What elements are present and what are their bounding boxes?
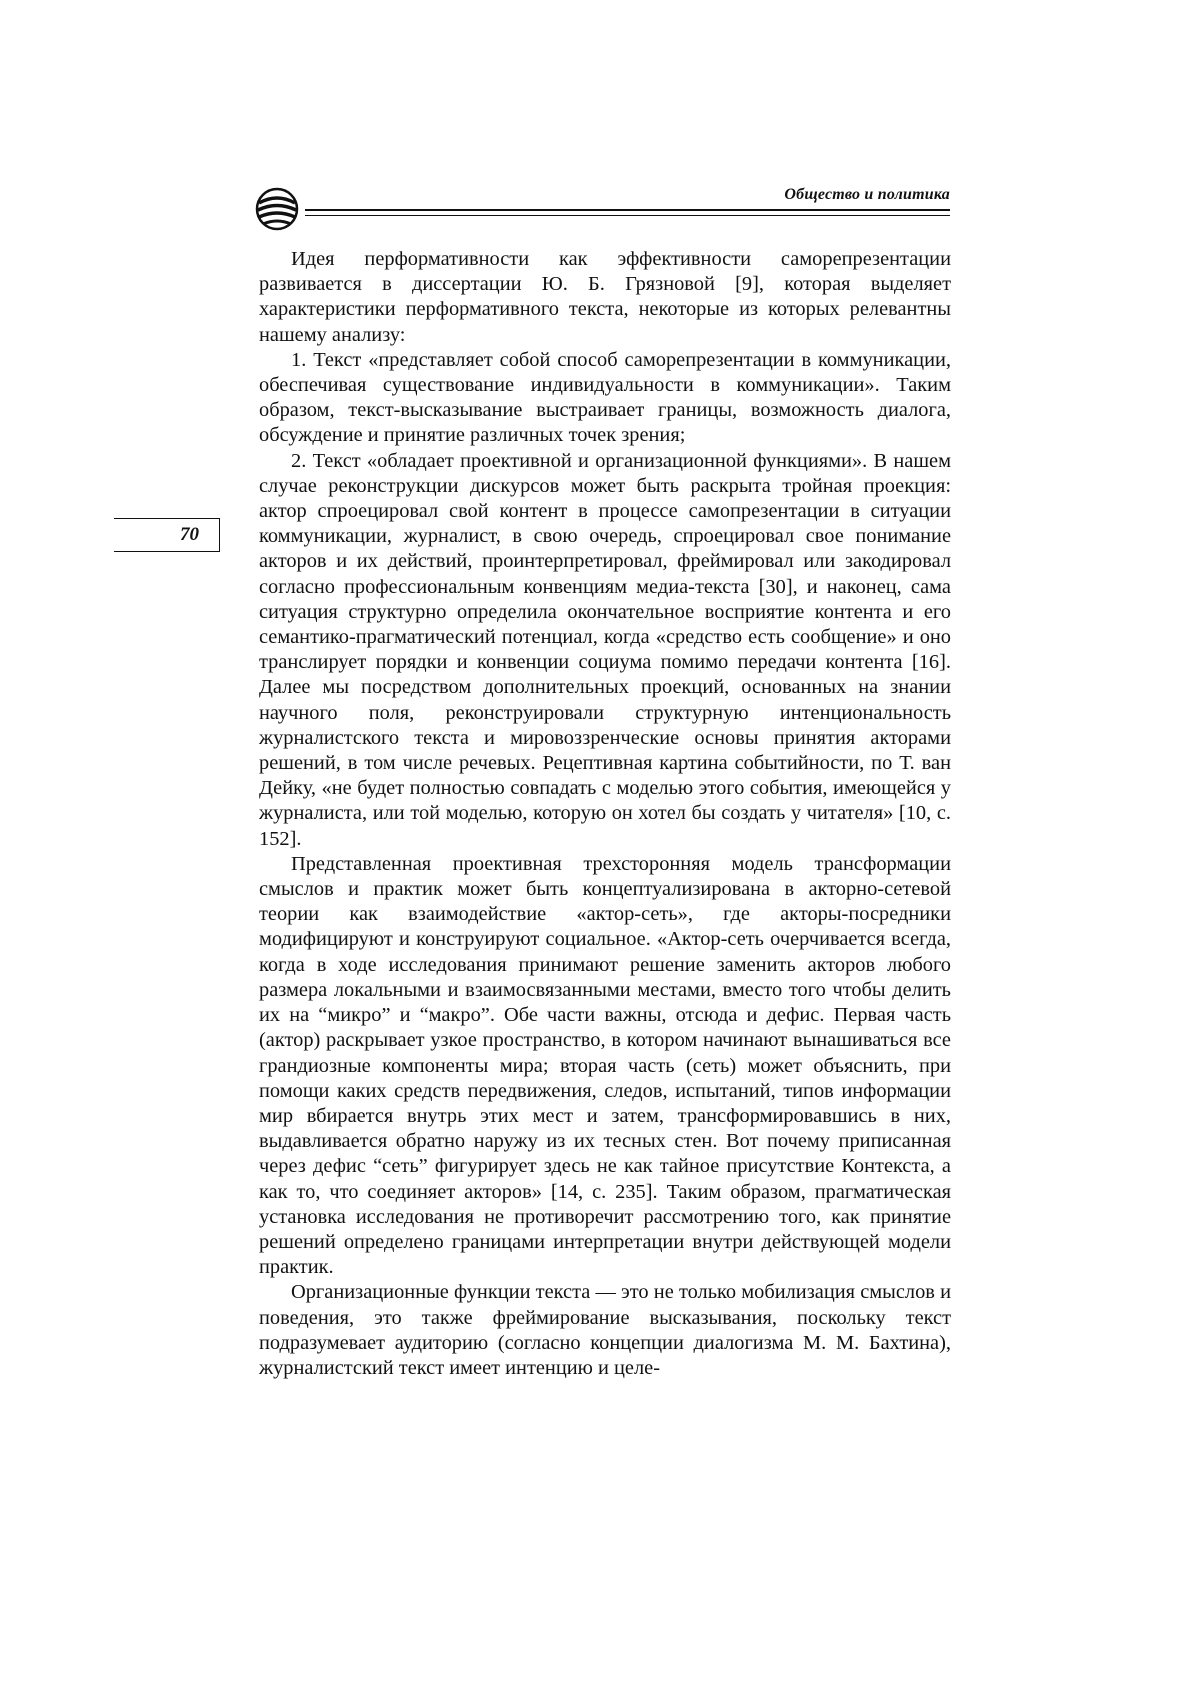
page-header <box>255 183 950 235</box>
paragraph-2-list-item-1: 1. Текст «представляет собой способ саморепрезентации в коммуникации, обеспечивая существование индивидуальности в коммуникации». Таким образом, текст-высказывание выстраивает границы, возможность диалога, обсуждение и принятие различных точек зрения; <box>259 348 951 447</box>
page-number-box <box>114 518 220 552</box>
section-title: Общество и политика <box>784 186 950 203</box>
article-body <box>259 247 951 1381</box>
paragraph-4: Представленная проективная трехсторонняя модель трансформации смыслов и практик может быть концептуализирована в акторно-сетевой теории как взаимодействие «актор-сеть», где акторы-посредники модифицируют и конструируют социальное. «Актор-сеть очерчивается всегда, когда в ходе исследования принимают решение заменить акторов любого размера локальными и взаимосвязанными местами, вместо того чтобы делить их на “микро” и “макро”. Обе части важны, отсюда и дефис. Первая часть (актор) раскрывает узкое пространство, в котором начинают вынашиваться все грандиозные компоненты мира; вторая часть (сеть) может объяснить, при помощи каких средств передвижения, следов, испытаний, типов информации мир вбирается внутрь этих мест и затем, трансформировавшись в них, выдавливается обратно наружу из их тесных стен. Вот почему приписанная через дефис “сеть” фигурирует здесь не как тайное присутствие Контекста, а как то, что соединяет акторов» [14, с. 235]. Таким образом, прагматическая установка исследования не противоречит рассмотрению того, как принятие решений определено границами интерпретации внутри действующей модели практик. <box>259 852 951 1279</box>
paragraph-3-list-item-2: 2. Текст «обладает проективной и организационной функциями». В нашем случае реконструкции дискурсов может быть раскрыта тройная проекция: актор спроецировал свой контент в процессе самопрезентации в ситуации коммуникации, журналист, в свою очередь, спроецировал свое понимание акторов и их действий, проинтерпретировал, фреймировал или закодировал согласно профессиональным конвенциям медиа-текста [30], и наконец, сама ситуация структурно определила окончательное восприятие контента и его семантико-прагматический потенциал, когда «средство есть сообщение» и оно транслирует порядки и конвенции социума помимо передачи контента [16]. Далее мы посредством дополнительных проекций, основанных на знании научного поля, реконструировали структурную интенциональность журналистского текста и мировоззренческие основы принятия акторами решений, в том числе речевых. Рецептивная картина событийности, по Т. ван Дейку, «не будет полностью совпадать с моделью этого события, имеющейся у журналиста, или той моделью, которую он хотел бы создать у читателя» [10, с. 152]. <box>259 449 951 850</box>
paragraph-1: Идея перформативности как эффективности саморепрезентации развивается в диссертации Ю. Б. Грязновой [9], которая выделяет характеристики перформативного текста, некоторые из которых релевантны нашему анализу: <box>259 248 951 346</box>
paragraph-5: Организационные функции текста — это не только мобилизация смыслов и поведения, это также фреймирование высказывания, поскольку текст подразумевает аудиторию (согласно концепции диалогизма М. М. Бахтина), журналистский текст имеет интенцию и целе- <box>259 1281 951 1379</box>
header-rule-thin <box>305 215 950 216</box>
page-number: 70 <box>180 524 199 545</box>
journal-wave-logo-icon <box>255 187 299 231</box>
header-rule-thick <box>305 209 950 211</box>
